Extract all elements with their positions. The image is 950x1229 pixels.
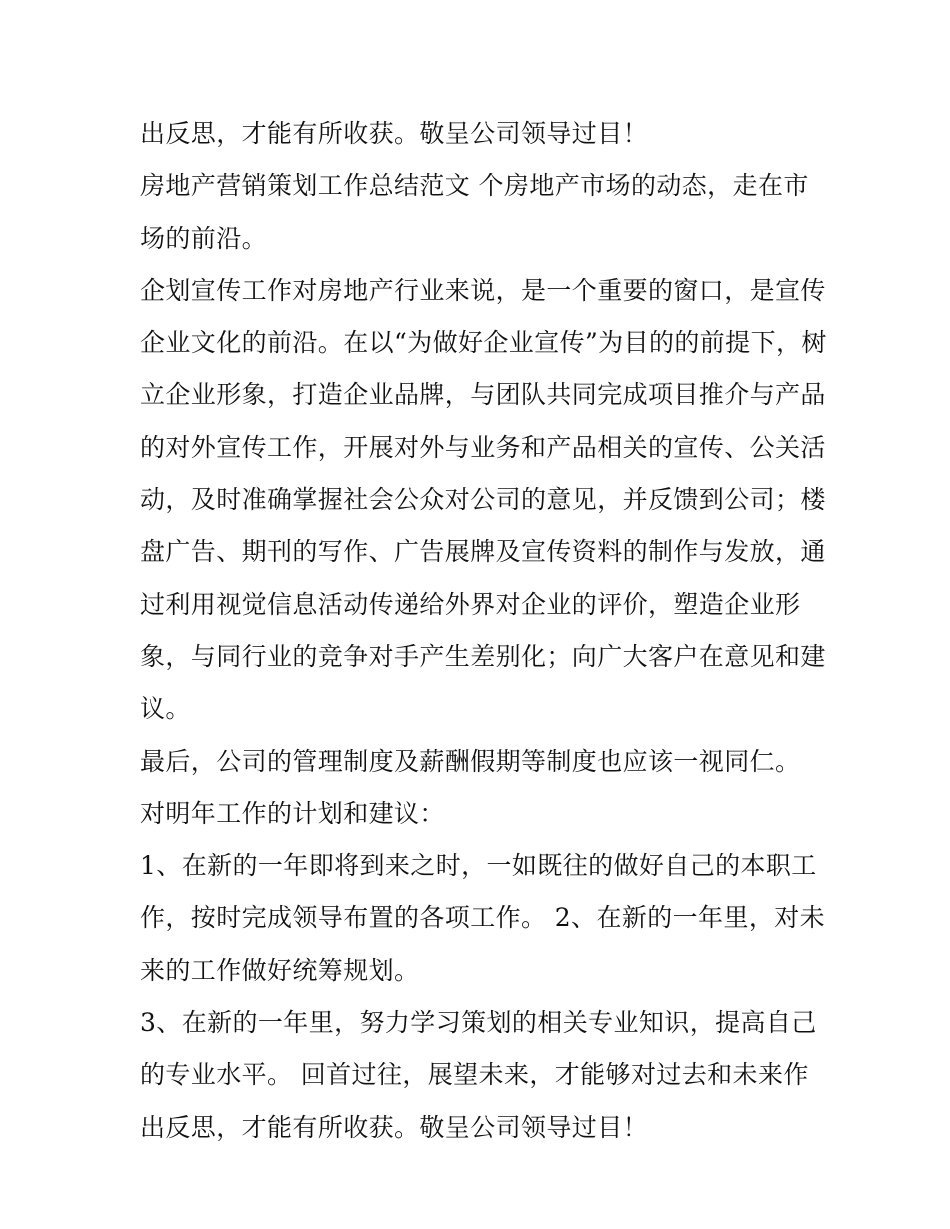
text-line: 出反思，才能有所收获。敬呈公司领导过目！: [140, 119, 649, 148]
text-line: 的专业水平。 回首过往，展望未来，才能够对过去和未来作: [140, 1060, 809, 1090]
text-line: 房地产营销策划工作总结范文 个房地产市场的动态，走在市: [140, 171, 809, 201]
text-line: 最后，公司的管理制度及薪酬假期等制度也应该一视同仁。: [140, 746, 801, 776]
text-line: 1、在新的一年即将到来之时，一如既往的做好自己的本职工: [140, 851, 817, 881]
text-line: 动，及时准确掌握社会公众对公司的意见，并反馈到公司；楼: [140, 485, 826, 515]
text-line: 象，与同行业的竞争对手产生差别化；向广大客户在意见和建: [140, 641, 826, 671]
text-line: 企业文化的前沿。在以“为做好企业宣传”为目的的前提下，树: [140, 328, 827, 358]
text-line: 对明年工作的计划和建议：: [140, 798, 445, 828]
text-line: 场的前沿。: [140, 223, 268, 253]
text-line: 过利用视觉信息活动传递给外界对企业的评价，塑造企业形: [140, 589, 801, 619]
text-line: 盘广告、期刊的写作、广告展牌及宣传资料的制作与发放，通: [140, 537, 826, 567]
text-line: 出反思，才能有所收获。敬呈公司领导过目！: [140, 1112, 649, 1142]
document-body: [140, 108, 827, 1154]
text-line: 立企业形象，打造企业品牌，与团队共同完成项目推介与产品: [140, 380, 826, 410]
text-line: 来的工作做好统筹规划。: [140, 955, 420, 985]
text-line: 的对外宣传工作，开展对外与业务和产品相关的宣传、公关活: [140, 432, 826, 462]
text-line: 企划宣传工作对房地产行业来说，是一个重要的窗口，是宣传: [140, 275, 826, 305]
text-line: 作，按时完成领导布置的各项工作。 2、在新的一年里，对未: [140, 903, 826, 933]
text-line: 3、在新的一年里，努力学习策划的相关专业知识，提高自己: [140, 1008, 817, 1038]
text-line: 议。: [140, 694, 191, 724]
